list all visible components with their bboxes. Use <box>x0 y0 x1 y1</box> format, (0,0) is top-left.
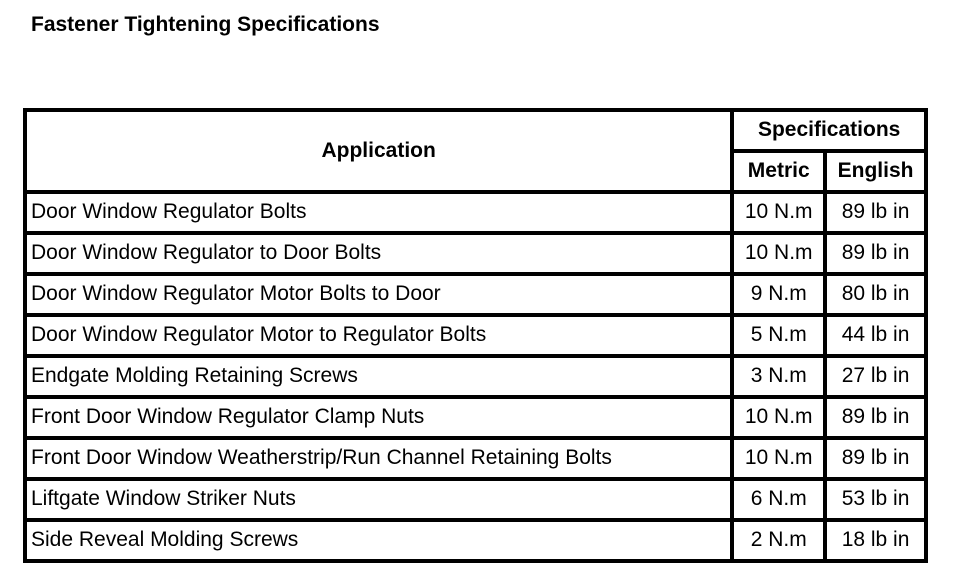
application-cell: Door Window Regulator Motor to Regulator Bolts <box>27 317 730 354</box>
english-cell: 27 lb in <box>827 358 924 395</box>
metric-cell: 9 N.m <box>734 276 823 313</box>
table-row <box>27 399 924 436</box>
application-cell: Door Window Regulator Bolts <box>27 194 730 231</box>
table-header <box>27 112 924 190</box>
application-cell: Endgate Molding Retaining Screws <box>27 358 730 395</box>
english-cell: 89 lb in <box>827 235 924 272</box>
table-row <box>27 276 924 313</box>
table-body <box>27 194 924 559</box>
english-cell: 80 lb in <box>827 276 924 313</box>
metric-header: Metric <box>734 153 823 190</box>
table-row <box>27 235 924 272</box>
english-cell: 53 lb in <box>827 481 924 518</box>
english-cell: 89 lb in <box>827 399 924 436</box>
fastener-spec-table <box>23 108 928 563</box>
table-row <box>27 440 924 477</box>
application-cell: Liftgate Window Striker Nuts <box>27 481 730 518</box>
specifications-header: Specifications <box>734 112 924 149</box>
metric-cell: 2 N.m <box>734 522 823 559</box>
english-cell: 44 lb in <box>827 317 924 354</box>
application-cell: Door Window Regulator to Door Bolts <box>27 235 730 272</box>
english-cell: 18 lb in <box>827 522 924 559</box>
table-row <box>27 194 924 231</box>
application-cell: Side Reveal Molding Screws <box>27 522 730 559</box>
table-row <box>27 481 924 518</box>
table-row <box>27 317 924 354</box>
metric-cell: 10 N.m <box>734 440 823 477</box>
metric-cell: 6 N.m <box>734 481 823 518</box>
table-row <box>27 358 924 395</box>
metric-cell: 3 N.m <box>734 358 823 395</box>
metric-cell: 5 N.m <box>734 317 823 354</box>
metric-cell: 10 N.m <box>734 399 823 436</box>
page-title: Fastener Tightening Specifications <box>31 13 380 36</box>
application-cell: Front Door Window Weatherstrip/Run Channel Retaining Bolts <box>27 440 730 477</box>
header-row-top <box>27 112 924 149</box>
english-cell: 89 lb in <box>827 440 924 477</box>
metric-cell: 10 N.m <box>734 194 823 231</box>
table-row <box>27 522 924 559</box>
application-header: Application <box>27 112 730 190</box>
application-cell: Front Door Window Regulator Clamp Nuts <box>27 399 730 436</box>
english-header: English <box>827 153 924 190</box>
application-cell: Door Window Regulator Motor Bolts to Door <box>27 276 730 313</box>
english-cell: 89 lb in <box>827 194 924 231</box>
metric-cell: 10 N.m <box>734 235 823 272</box>
